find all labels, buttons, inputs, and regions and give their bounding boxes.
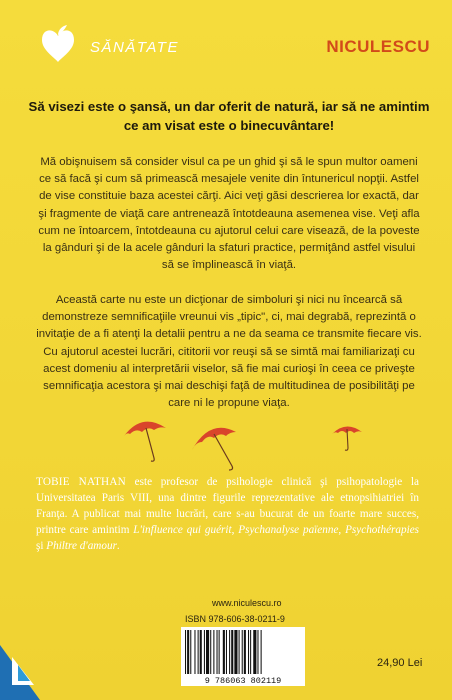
barcode-bar [206,630,209,674]
barcode-bar [194,630,195,674]
umbrella-icon [124,422,166,462]
publisher-name: NICULESCU [326,37,430,56]
author-bio [36,474,419,554]
barcode-bar [210,630,211,674]
description-paragraph-1: Mă obişnuisem să consider visul ca pe un ghid şi să le spun multor oameni ce să facă şi cum să primească mesajele venite din întunericul nopţii. Astfel de vise constituie baza acestei cărţi. Aici veţi găsi descrierea lor exactă, dar şi fragmente de viaţă care antrenează întotdeauna asemenea vise. Veţi afla cum ne întoarcem, întotdeauna cu ajutorul celui care visează, de la poveste la gânduri şi de la acele gânduri la sfaturi practice, permiţând astfel visului să se împlinească în viaţă. [38,156,420,272]
publisher-corner-logo-icon [0,615,80,700]
barcode-bar [231,630,233,674]
barcode-bar [229,630,230,674]
isbn-label: ISBN 978-606-38-0211-9 [185,614,285,624]
barcode-bar [213,630,214,674]
book-title: L'influence qui guérit [133,524,232,536]
barcode-bar [200,630,202,674]
barcode-bar [248,630,249,674]
barcode-digits: 9 786063 802119 [181,676,305,686]
barcode-bar [223,630,225,674]
barcode-bar [261,630,262,674]
series-label: SĂNĂTATE [90,39,179,56]
separator: . [116,540,120,552]
heart-apple-logo-icon [40,24,76,64]
book-title: Psychothérapies [345,524,420,536]
barcode-bar [257,630,258,674]
website-url: www.niculescu.ro [212,598,282,608]
barcode-bar [239,630,240,674]
barcode-bar [204,630,205,674]
headline-quote: Să visezi este o şansă, un dar oferit de natură, iar să ne amintim ce am visat este o binecuvântare! [28,99,430,133]
author-bio-text: este profesor de psihologie clinică şi psihopatologie la Universitatea Paris VIII, una dintre figurile reprezentative ale etnopsihiatriei în Franţa. A publicat mai multe lucrări, care s-au bucurat de un foarte mare succes, printre care amintim [36,476,419,536]
barcode-bar [217,630,218,674]
price-label: 24,90 Lei [377,657,423,669]
barcode-bar [244,630,246,674]
barcode-bar [187,630,189,674]
separator: , [338,524,346,536]
description-paragraph-2: Această carte nu este un dicţionar de simboluri şi nici nu încearcă să demonstreze semnificaţiile vreunui vis „tipic", ci, mai degrabă, reprezintă o invitaţie de a fi atenţi la detalii pentru a ne da seama ce transmite fiecare vis. Cu ajutorul acestei lucrări, cititorii vor reuşi să se simtă mai familiarizaţi cu acest domeniu al interpretării viselor, să fie mai curioşi în ceea ce priveşte semnificaţia acestora şi mai deschişi faţă de multitudinea de posibilităţi pe care ni le propune viaţa. [36,294,422,410]
barcode-bar [250,630,251,674]
cover-header [0,0,452,80]
book-title: Psychanalyse païenne [238,524,339,536]
barcode-icon [181,627,305,679]
umbrella-icon [332,426,362,450]
author-name: TOBIE NATHAN [36,476,126,488]
barcode-bar [185,630,186,674]
separator: şi [36,540,47,552]
separator: , [231,524,239,536]
umbrella-icon [192,428,236,470]
barcode-bar [219,630,220,674]
barcode-bar [242,630,243,674]
barcode-bar [198,630,199,674]
book-title: Philtre d'amour [46,540,117,552]
barcode-bar [253,630,256,674]
barcode-bar [226,630,227,674]
barcode-bar [234,630,237,674]
barcode-bar [190,630,191,674]
